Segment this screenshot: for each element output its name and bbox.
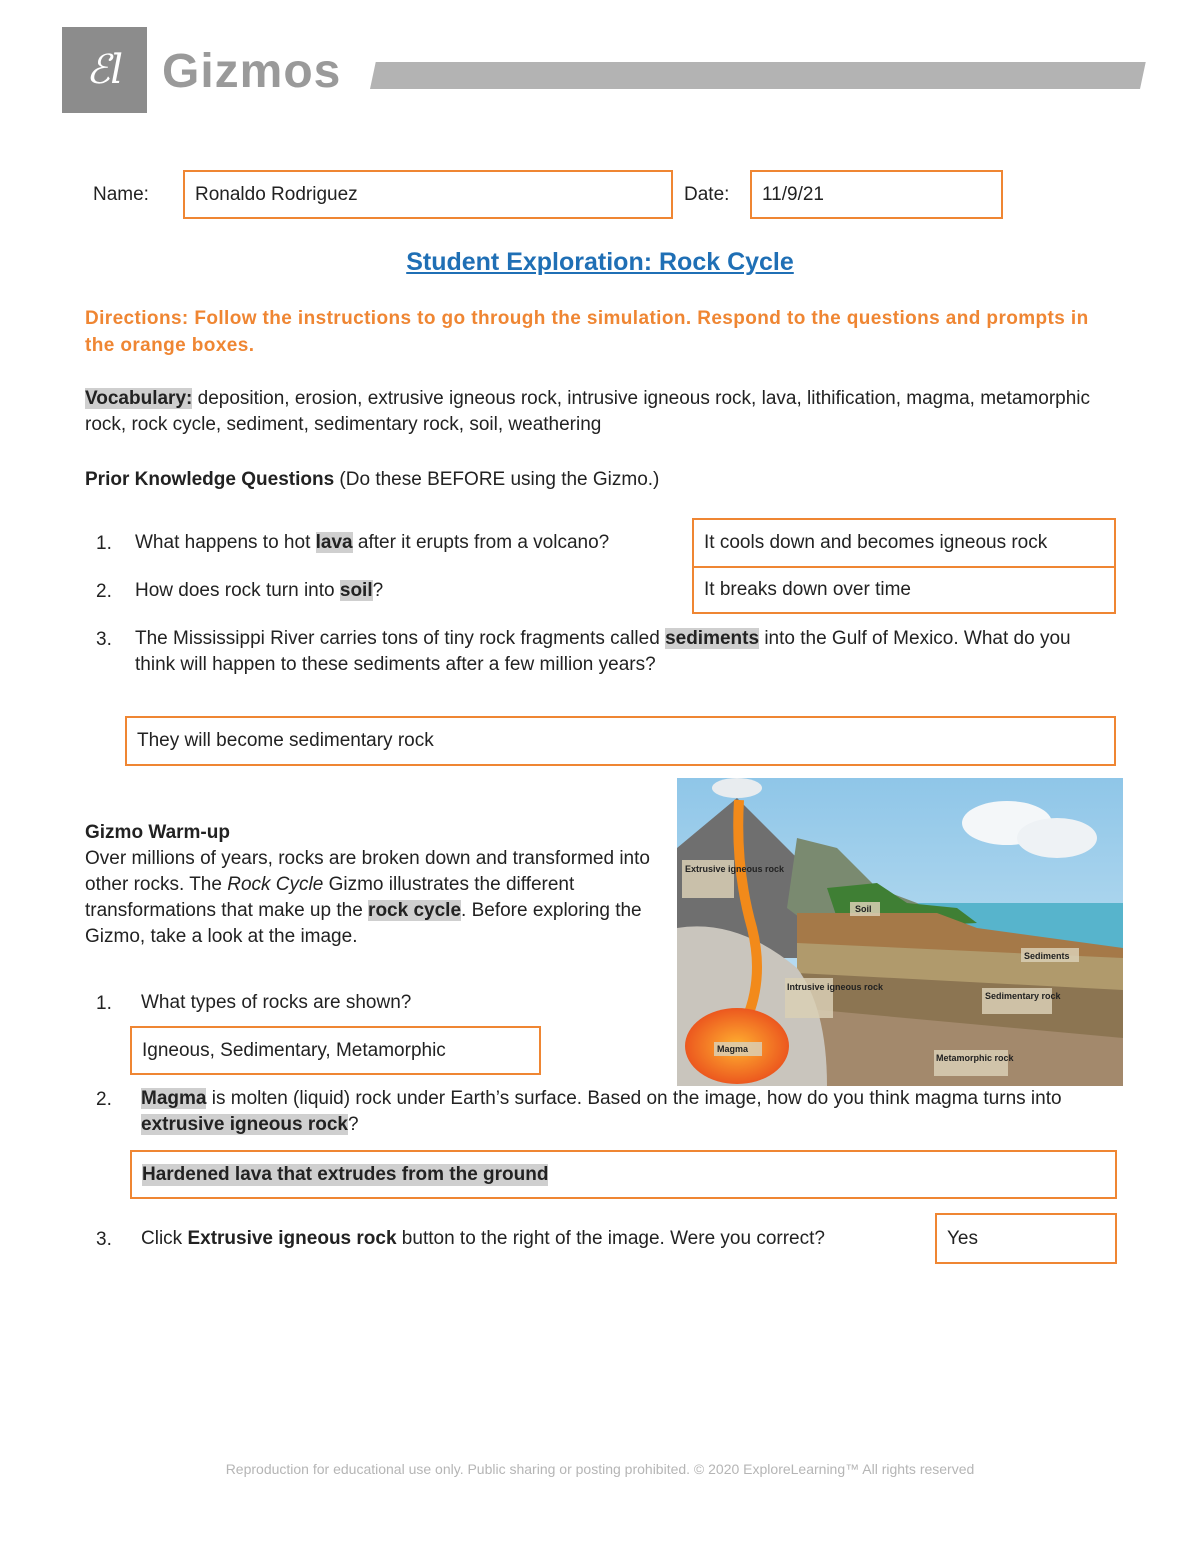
warmup-q2-text: Magma is molten (liquid) rock under Earth’s surface. Based on the image, how do you think magma turns into extrusive igneous rock?: [141, 1088, 1062, 1135]
warmup-q1-answer[interactable]: Igneous, Sedimentary, Metamorphic: [130, 1026, 541, 1075]
warmup-q2-answer-text: Hardened lava that extrudes from the ground: [142, 1163, 549, 1185]
warmup-q3-answer[interactable]: Yes: [935, 1213, 1117, 1264]
prior-q1-text: What happens to hot lava after it erupts from a volcano?: [135, 532, 610, 553]
term-rock-cycle: rock cycle: [368, 900, 462, 921]
warmup-q1-text: What types of rocks are shown?: [141, 992, 412, 1013]
label-extrusive: Extrusive igneous rock: [685, 864, 785, 874]
term-extrusive-igneous-rock: extrusive igneous rock: [141, 1114, 348, 1135]
prior-q3-answer[interactable]: They will become sedimentary rock: [125, 716, 1116, 766]
prior-q2-text: How does rock turn into soil?: [135, 580, 384, 601]
prior-q3-number: 3.: [96, 629, 112, 650]
header-bar: [370, 62, 1146, 89]
prior-q2-number: 2.: [96, 581, 112, 602]
prior-q3-text: The Mississippi River carries tons of tiny rock fragments called sediments into the Gulf of Mexico. What do you think will happen to these sediments after a few million years?: [135, 628, 1071, 675]
term-soil: soil: [339, 580, 373, 601]
date-field[interactable]: 11/9/21: [750, 170, 1003, 219]
rock-cycle-diagram: [677, 778, 1123, 1086]
gizmos-logo-mark: [62, 27, 147, 113]
term-extrusive-button: Extrusive igneous rock: [187, 1228, 397, 1249]
vocabulary-list: deposition, erosion, extrusive igneous rock, intrusive igneous rock, lava, lithification, magma, metamorphic rock, rock cycle, sediment, sedimentary rock, soil, weathering: [85, 388, 1091, 435]
vocabulary-paragraph: [85, 386, 1115, 438]
label-sediments: Sediments: [1024, 951, 1070, 961]
prior-q2-answer[interactable]: It breaks down over time: [692, 566, 1116, 614]
label-intrusive: Intrusive igneous rock: [787, 982, 884, 992]
explorelearning-logo-icon: ℰl: [85, 47, 123, 93]
footer-copyright: Reproduction for educational use only. Public sharing or posting prohibited. © 2020 ExploreLearning™ All rights reserved: [225, 1461, 975, 1477]
term-sediments: sediments: [665, 628, 760, 649]
warmup-q1-number: 1.: [96, 993, 112, 1014]
name-field[interactable]: Ronaldo Rodriguez: [183, 170, 673, 219]
page-title: Student Exploration: Rock Cycle: [406, 248, 794, 276]
directions-text: Directions: Follow the instructions to go through the simulation. Respond to the questions and prompts in the orange boxes.: [85, 308, 1089, 356]
name-label: Name:: [93, 184, 149, 205]
vocabulary-label: Vocabulary:: [85, 388, 193, 409]
label-sedimentary: Sedimentary rock: [985, 991, 1061, 1001]
date-label: Date:: [684, 184, 730, 205]
prior-knowledge-note: (Do these BEFORE using the Gizmo.): [334, 469, 660, 490]
warmup-q3-number: 3.: [96, 1229, 112, 1250]
rock-cycle-italic: Rock Cycle: [227, 874, 324, 895]
prior-q1-number: 1.: [96, 533, 112, 554]
volcano-plume: [712, 778, 762, 798]
label-metamorphic: Metamorphic rock: [936, 1053, 1014, 1063]
prior-knowledge-title: Prior Knowledge Questions: [85, 469, 335, 490]
warmup-q2-number: 2.: [96, 1089, 112, 1110]
warmup-section: Gizmo Warm-up Over millions of years, rocks are broken down and transformed into other rocks. The Rock Cycle Gizmo illustrates the different transformations that make up the rock cycle. Before exploring the Gizmo, take a look at the image.: [85, 822, 650, 947]
term-magma: Magma: [141, 1088, 207, 1109]
warmup-q2-answer[interactable]: [130, 1150, 1117, 1199]
prior-knowledge-heading: [85, 467, 659, 493]
warmup-heading: Gizmo Warm-up: [85, 822, 230, 843]
gizmos-logo-text: Gizmos: [162, 45, 342, 98]
term-lava: lava: [315, 532, 353, 553]
label-soil: Soil: [855, 904, 872, 914]
label-magma: Magma: [717, 1044, 749, 1054]
cloud: [1017, 818, 1097, 858]
warmup-q3-text: Click Extrusive igneous rock button to the right of the image. Were you correct?: [141, 1228, 825, 1249]
prior-q1-answer[interactable]: It cools down and becomes igneous rock: [692, 518, 1116, 568]
